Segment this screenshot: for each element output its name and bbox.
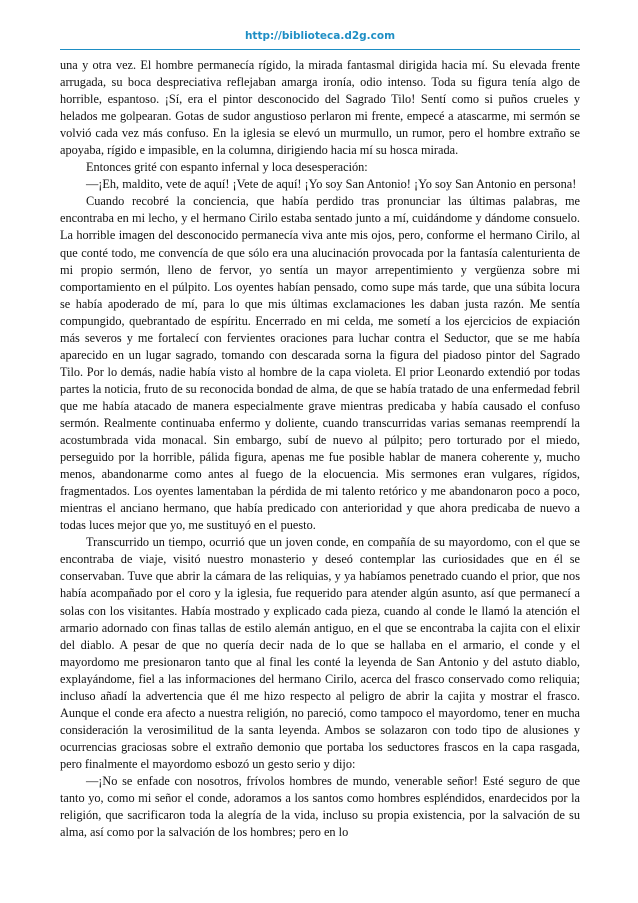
paragraph-1: una y otra vez. El hombre permanecía rígido, la mirada fantasmal dirigida hacia mí. Su elevada frente arrugada, su boca despreciativa reflejaban amarga ironía, odio intenso. Toda su figura tenía algo de horrible, espantoso. ¡Sí, era el pintor desconocido del Sagrado Tilo! Sentí como si puños crueles y helados me golpearan. Gotas de sudor angustioso perlaron mi frente, empecé a atascarme, mi sermón se volvió cada vez más confuso. En la iglesia se elevó un murmullo, un rumor, pero el hombre extraño se apoyaba, rígido e impasible, en la columna, dirigiendo hacia mí su hosca mirada. (60, 58, 580, 158)
header-url[interactable]: http://biblioteca.d2g.com (244, 30, 396, 42)
paragraph-5: Transcurrido un tiempo, ocurrió que un joven conde, en compañía de su mayordomo, con el que se encontraba de viaje, visitó nuestro monasterio y deseó contemplar las curiosidades que en él se conservaban. Tuve que abrir la cámara de las reliquias, y ya habíamos penetrado cuando el prior, que nos había acompañado por el coro y la iglesia, fue requerido para atender algún asunto, así que permanecí a solas con los visitantes. Había mostrado y explicado cada pieza, cuando al conde le llamó la atención el armario adornado con finas tallas de estilo alemán antiguo, en el que se encontraba la cajita con el elixir del diablo. A pesar de que no quería decir nada de lo que se hallaba en el armario, el conde y el mayordomo me presionaron tanto que al final les conté la leyenda de San Antonio y del astuto diablo, explayándome, fiel a las informaciones del hermano Cirilo, acerca del frasco conservado como reliquia; incluso añadí la advertencia que él me hizo respecto al peligro de abrir la cajita y mostrar el frasco. Aunque el conde era afecto a nuestra religión, no pareció, como tampoco el mayordomo, tener en mucha consideración la verosimilitud de la santa leyenda. Ambos se solazaron con todo tipo de alusiones y ocurrencias graciosas sobre el extraño demonio que portaba los seductores frascos en la capa rasgada, pero finalmente el mayordomo esbozó un gesto serio y dijo: (60, 535, 580, 771)
paragraph-4: Cuando recobré la conciencia, que había perdido tras pronunciar las últimas palabras, me encontraba en mi lecho, y el hermano Cirilo estaba sentado junto a mí, cuidándome y dándome consuelo. La horrible imagen del desconocido permanecía viva ante mis ojos, pero, conforme el hermano Cirilo, al que conté todo, me convencía de que sólo era una alucinación provocada por la fantasía calenturienta de mi propio sermón, lleno de fervor, yo sentía un mayor arrepentimiento y vergüenza sobre mi comportamiento en el púlpito. Los oyentes habían pensado, como supe más tarde, que una súbita locura se había apoderado de mí, para lo que mis últimas exclamaciones les daban justa razón. Me sentía compungido, quebrantado de espíritu. Encerrado en mi celda, me sometí a los ejercicios de expiación más severos y me fortalecí con fervientes oraciones para luchar contra el Seductor, que se me había aparecido en un lugar sagrado, tomando con descarada sorna la figura del piadoso pintor del Sagrado Tilo. Por lo demás, nadie había visto al hombre de la capa violeta. El prior Leonardo extendió por todas partes la noticia, fruto de su reconocida bondad de alma, de que se había tratado de una enfermedad febril que me había atacado de manera especialmente grave mientras predicaba y había causado el confuso sermón. Realmente continuaba enfermo y doliente, cuando transcurridas varias semanas reemprendí la acostumbrada vida monacal. Sin embargo, subí de nuevo al púlpito; pero torturado por el miedo, perseguido por la horrible, pálida figura, apenas me fue posible hablar de manera coherente y, mucho menos, abandonarme como antes al fuego de la elocuencia. Mis sermones eran vulgares, rígidos, fragmentados. Los oyentes lamentaban la pérdida de mi talento retórico y me abandonaron poco a poco, mientras el anciano hermano, que había predicado con anterioridad y que ahora predicaba de nuevo a todas luces mejor que yo, me sustituyó en el puesto. (60, 194, 580, 533)
paragraph-2: Entonces grité con espanto infernal y loca desesperación: (86, 160, 368, 175)
body-text (60, 57, 580, 841)
paragraph-6: —¡No se enfade con nosotros, frívolos hombres de mundo, venerable señor! Esté seguro de que tanto yo, como mi señor el conde, adoramos a los santos como hombres espléndidos, enardecidos por la religión, que sacrificaron toda la alegría de la vida, incluso su propia existencia, por la salvación de su alma, así como por la salvación de los hombres; pero en lo (60, 773, 580, 840)
paragraph-3: —¡Eh, maldito, vete de aquí! ¡Vete de aquí! ¡Yo soy San Antonio! ¡Yo soy San Antonio en persona! (86, 177, 577, 192)
header-divider (60, 49, 580, 50)
